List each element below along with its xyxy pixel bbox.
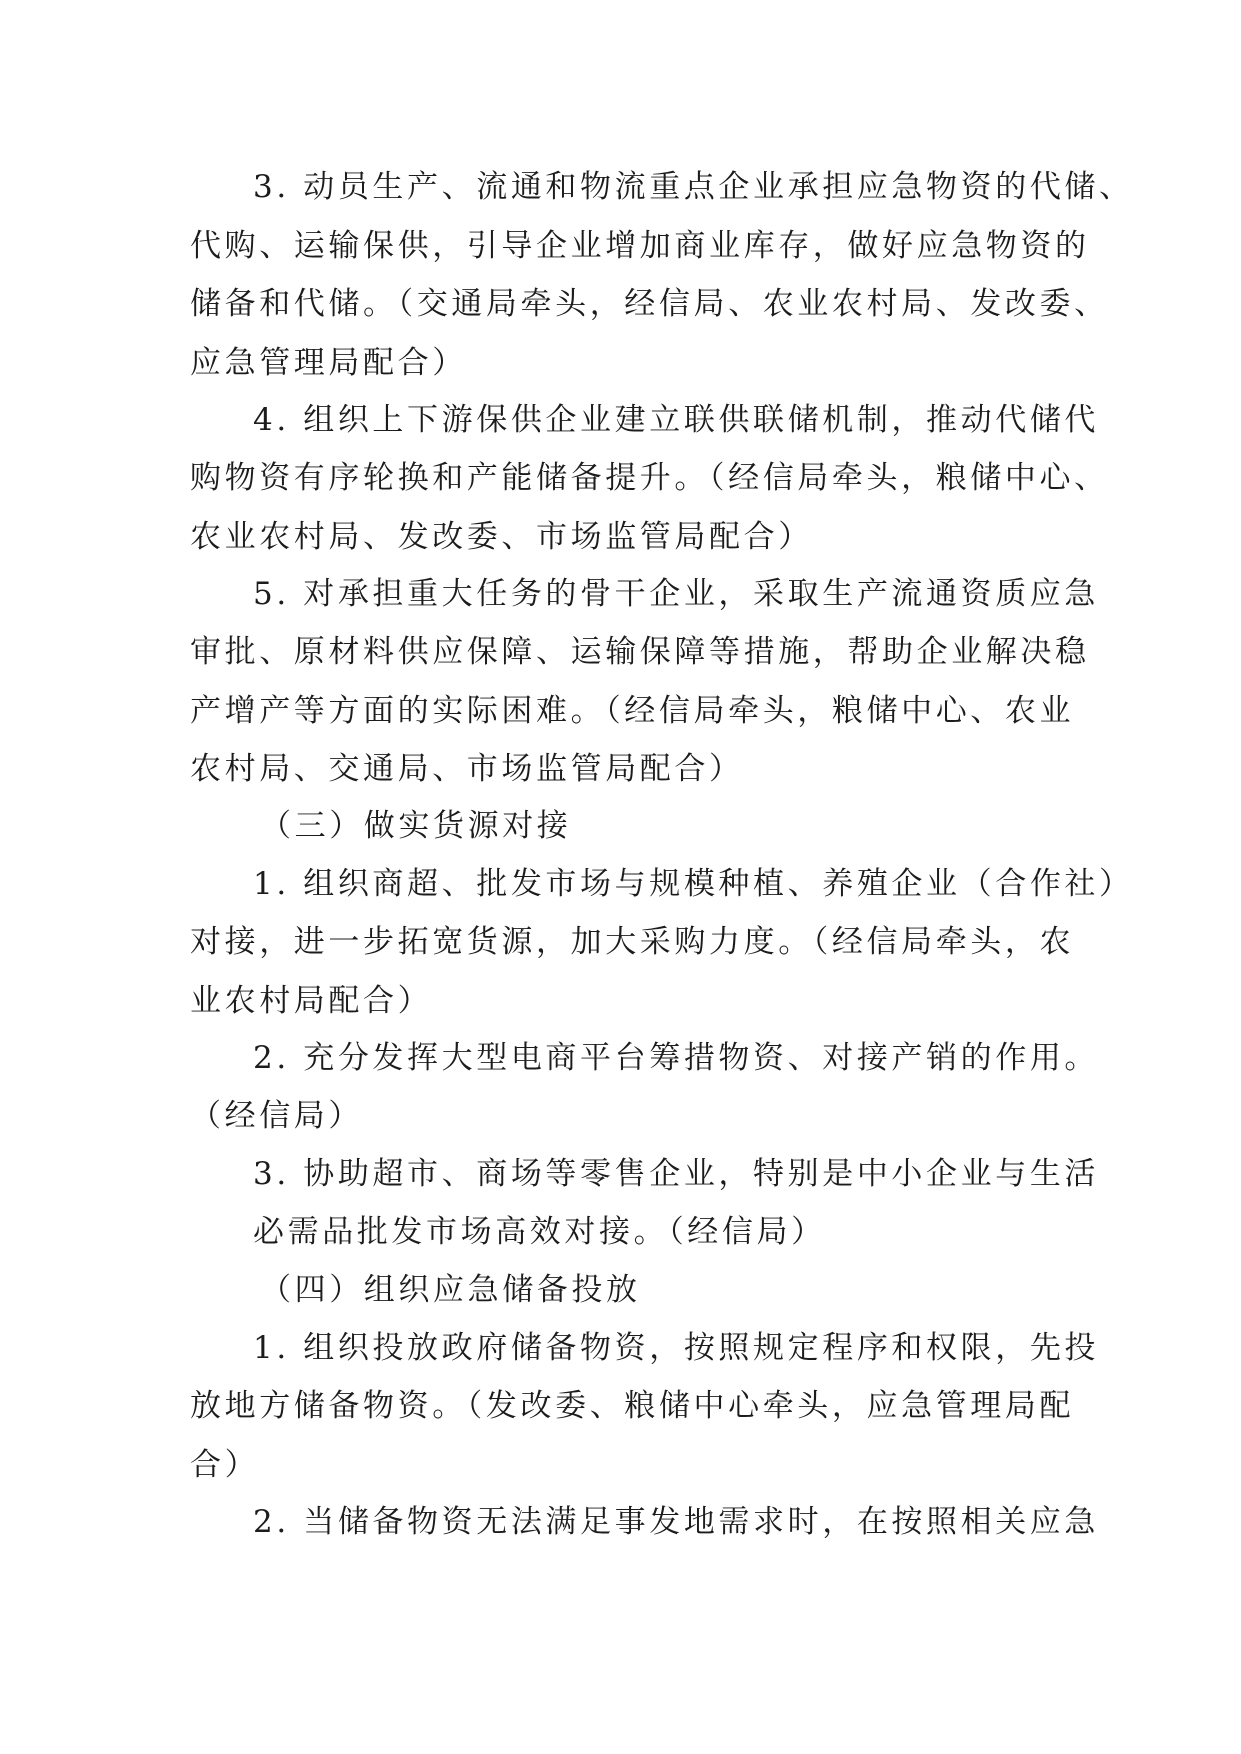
text-line: 代购、运输保供，引导企业增加商业库存，做好应急物资的 — [190, 228, 1090, 264]
text-line: 必需品批发市场高效对接。（经信局） — [253, 1214, 826, 1250]
text-line: 对接，进一步拓宽货源，加大采购力度。（经信局牵头，农 — [190, 924, 1075, 960]
text-line: 2. 充分发挥大型电商平台筹措物资、对接产销的作用。 — [253, 1040, 1100, 1076]
text-line: 4. 组织上下游保供企业建立联供联储机制，推动代储代 — [253, 402, 1100, 438]
text-line: 3. 协助超市、商场等零售企业，特别是中小企业与生活 — [253, 1156, 1100, 1192]
text-line: 购物资有序轮换和产能储备提升。（经信局牵头，粮储中心、 — [190, 460, 1109, 496]
text-line: 2. 当储备物资无法满足事发地需求时，在按照相关应急 — [253, 1504, 1100, 1540]
text-line: 农村局、交通局、市场监管局配合） — [190, 751, 744, 787]
text-line: 放地方储备物资。（发改委、粮储中心牵头，应急管理局配 — [190, 1388, 1075, 1424]
text-line: 1. 组织商超、批发市场与规模种植、养殖企业（合作社） — [253, 866, 1134, 902]
text-line: 5. 对承担重大任务的骨干企业，采取生产流通资质应急 — [253, 576, 1100, 612]
text-line: （经信局） — [190, 1098, 363, 1134]
text-line: 应急管理局配合） — [190, 345, 467, 381]
text-line: 农业农村局、发改委、市场监管局配合） — [190, 519, 813, 555]
section-heading: （三）做实货源对接 — [260, 808, 572, 844]
text-line: 3. 动员生产、流通和物流重点企业承担应急物资的代储、 — [253, 169, 1134, 205]
text-line: 产增产等方面的实际困难。（经信局牵头，粮储中心、农业 — [190, 693, 1075, 729]
text-line: 储备和代储。（交通局牵头，经信局、农业农村局、发改委、 — [190, 286, 1109, 322]
text-line: 审批、原材料供应保障、运输保障等措施，帮助企业解决稳 — [190, 634, 1090, 670]
text-line: 合） — [190, 1447, 260, 1483]
text-line: 业农村局配合） — [190, 983, 433, 1019]
section-heading: （四）组织应急储备投放 — [260, 1272, 641, 1308]
text-line: 1. 组织投放政府储备物资，按照规定程序和权限，先投 — [253, 1330, 1100, 1366]
